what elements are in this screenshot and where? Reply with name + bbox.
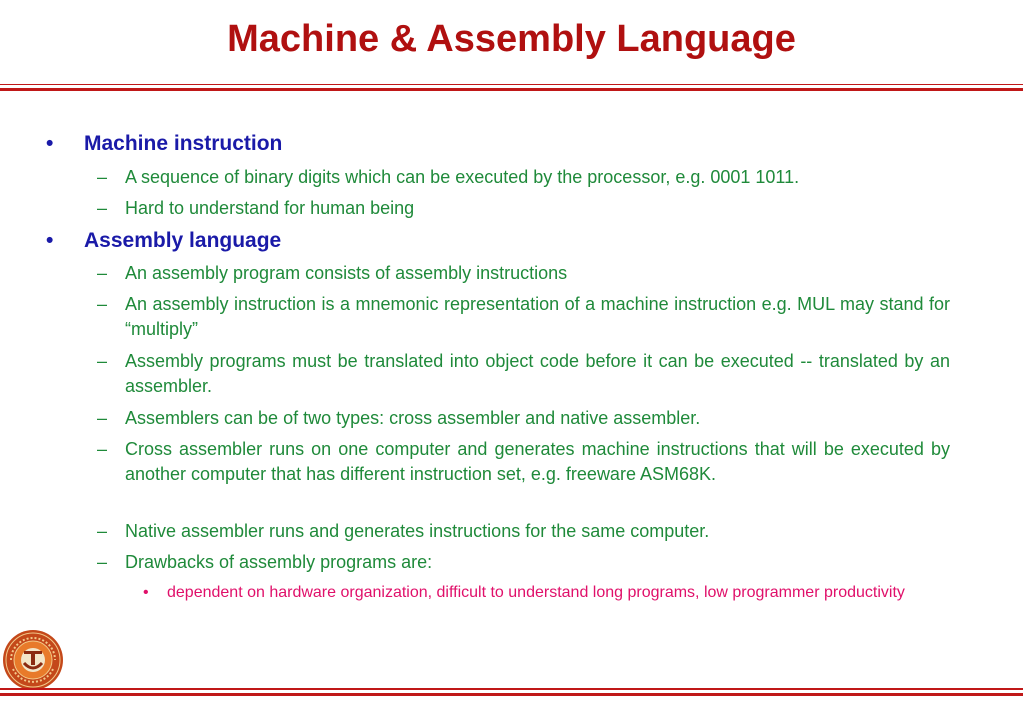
- bullet-text: Assemblers can be of two types: cross assembler and native assembler.: [125, 408, 701, 428]
- dash-icon: –: [97, 521, 108, 541]
- bullet-dot-icon: •: [46, 132, 54, 155]
- bullet-level1: [46, 229, 950, 253]
- bullet-text: Native assembler runs and generates instructions for the same computer.: [125, 521, 710, 541]
- dash-icon: –: [97, 263, 108, 283]
- bullet-text: Machine instruction: [84, 132, 283, 155]
- bullet-text: Drawbacks of assembly programs are:: [125, 552, 433, 572]
- dash-icon: –: [97, 294, 108, 314]
- dash-icon: –: [97, 351, 108, 371]
- dash-icon: –: [97, 552, 108, 572]
- slide-title: Machine & Assembly Language: [227, 18, 796, 60]
- footer-divider-thin: [0, 688, 1023, 690]
- bullet-dot-icon: •: [143, 584, 149, 601]
- bullet-level2: [97, 349, 950, 399]
- bullet-level2: [97, 165, 950, 190]
- bullet-text: dependent on hardware organization, difficult to understand long programs, low programmer productivity: [167, 584, 905, 601]
- bullet-text: Hard to understand for human being: [125, 198, 415, 218]
- bullet-level2: [97, 196, 950, 221]
- university-seal-icon: [2, 629, 64, 691]
- bullet-text: An assembly program consists of assembly instructions: [125, 263, 568, 283]
- dash-icon: –: [97, 198, 108, 218]
- dash-icon: –: [97, 439, 108, 459]
- bullet-level2: [97, 406, 950, 431]
- bullet-text: Assembly programs must be translated into object code before it can be executed -- translated by an assembler.: [125, 351, 950, 396]
- bullet-text: A sequence of binary digits which can be executed by the processor, e.g. 0001 1011.: [125, 167, 800, 187]
- bullet-level2: [97, 519, 950, 544]
- bullet-level2: [97, 292, 950, 342]
- bullet-level3: [143, 581, 950, 604]
- bullet-level1: [46, 132, 950, 156]
- bullet-text: An assembly instruction is a mnemonic representation of a machine instruction e.g. MUL may stand for “multiply”: [125, 294, 950, 339]
- title-divider-thin: [0, 84, 1023, 85]
- title-divider-thick: [0, 88, 1023, 91]
- dash-icon: –: [97, 167, 108, 187]
- bullet-text: Cross assembler runs on one computer and generates machine instructions that will be executed by another computer that has different instruction set, e.g. freeware ASM68K.: [125, 439, 950, 484]
- bullet-level2: [97, 261, 950, 286]
- bullet-dot-icon: •: [46, 229, 54, 252]
- dash-icon: –: [97, 408, 108, 428]
- bullet-text: Assembly language: [84, 229, 282, 252]
- bullet-level2: [97, 437, 950, 487]
- footer-divider-thick: [0, 693, 1023, 696]
- bullet-level2: [97, 550, 950, 575]
